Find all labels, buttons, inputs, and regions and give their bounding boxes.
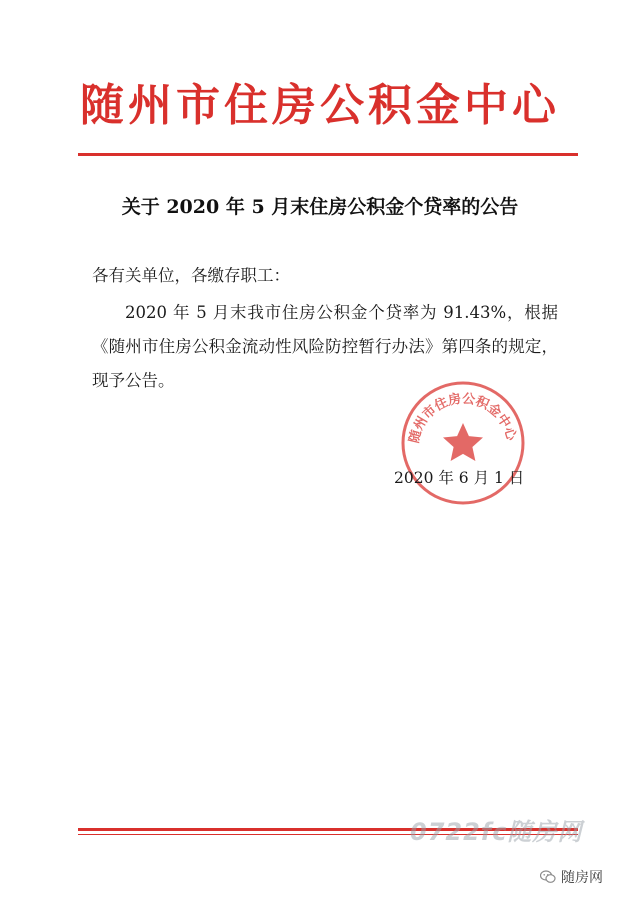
account-name: 随房网 <box>561 870 603 886</box>
org-letterhead-title: 随州市住房公积金中心 <box>80 80 560 131</box>
wechat-icon <box>540 870 556 884</box>
body-paragraph: 2020 年 5 月末我市住房公积金个贷率为 91.43%，根据《随州市住房公积金流动性风险防控暂行办法》第四条的规定，现予公告。 <box>92 303 558 390</box>
site-watermark: 0722fc随房网 <box>410 818 583 846</box>
letterhead-red-rule <box>78 153 578 156</box>
seal-text: 随州市住房公积金中心 <box>407 391 519 445</box>
salutation: 各有关单位，各缴存职工： <box>92 266 290 285</box>
account-badge[interactable] <box>540 866 603 888</box>
signature-date: 2020 年 6 月 1 日 <box>394 469 525 487</box>
seal-star-icon <box>443 423 483 461</box>
document-title: 关于 2020 年 5 月末住房公积金个贷率的公告 <box>121 196 519 218</box>
official-seal <box>398 378 528 508</box>
